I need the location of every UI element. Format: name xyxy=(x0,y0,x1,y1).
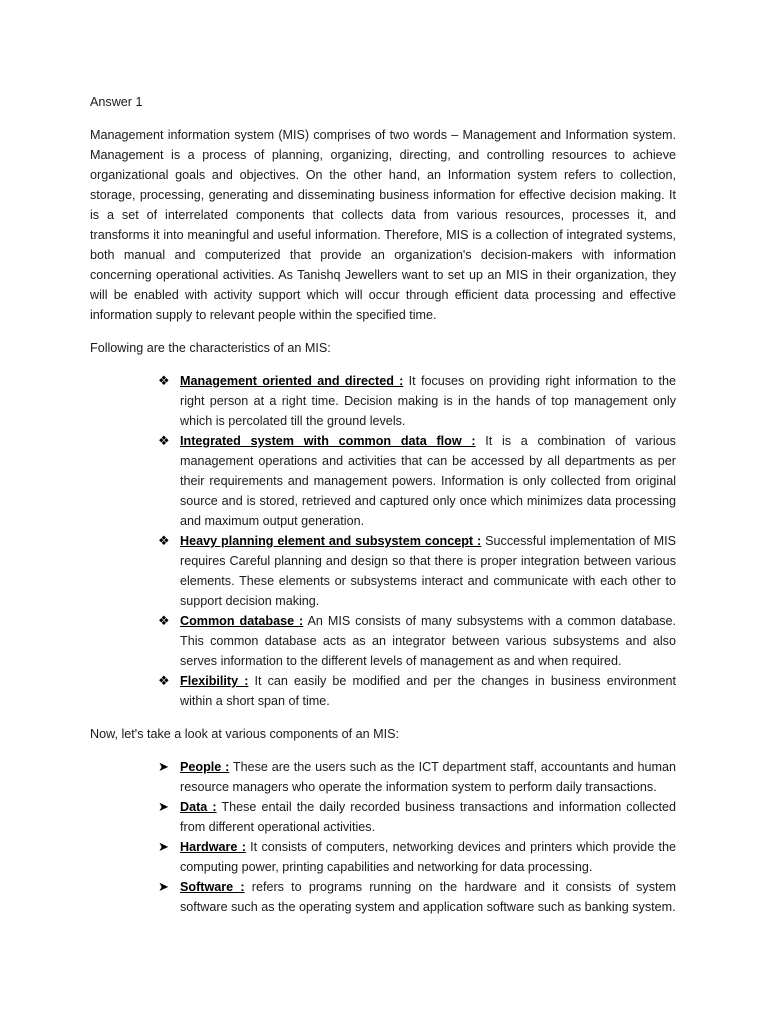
list-item xyxy=(90,431,676,531)
characteristics-lead: Following are the characteristics of an MIS: xyxy=(90,341,331,355)
intro-paragraph: Management information system (MIS) comprises of two words – Management and Information system. Management is a process of planning, organizing, directing, and controlling resources to achieve organizational goals and objectives. On the other hand, an Information system refers to collection, storage, processing, generating and disseminating business information for effective decision making. It is a set of interrelated components that collects data from various resources, processes it, and transforms it into meaningful and useful information. Therefore, MIS is a collection of integrated systems, both manual and computerized that provide an organization's decision-makers with information concerning operational activities. As Tanishq Jewellers want to set up an MIS in their organization, they will be enabled with activity support which will occur through efficient data processing and effective information supply to relevant people within the specified time. xyxy=(90,128,676,322)
arrow-bullet-icon: ➤ xyxy=(158,879,169,894)
components-lead: Now, let's take a look at various components of an MIS: xyxy=(90,727,400,741)
diamond-bullet-icon: ❖ xyxy=(158,673,170,688)
answer-heading: Answer 1 xyxy=(90,95,143,109)
list-item xyxy=(90,671,676,711)
list-item xyxy=(90,611,676,671)
list-item-text: An MIS consists of many subsystems with a common database. This common database acts as an integrator between various subsystems and also serves information to the different levels of management as and when required. xyxy=(180,614,676,668)
list-item xyxy=(90,531,676,611)
diamond-bullet-icon: ❖ xyxy=(158,533,170,548)
list-item-term: Integrated system with common data flow : xyxy=(180,434,476,448)
components-list xyxy=(90,757,676,917)
diamond-bullet-icon: ❖ xyxy=(158,613,170,628)
document-page xyxy=(90,92,676,930)
list-item-term: Management oriented and directed : xyxy=(180,374,404,388)
list-item xyxy=(90,757,676,797)
list-item xyxy=(90,371,676,431)
list-item-term: People : xyxy=(180,760,230,774)
diamond-bullet-icon: ❖ xyxy=(158,433,170,448)
list-item-text: These entail the daily recorded business transactions and information collected from different operational activities. xyxy=(180,800,676,834)
list-item-text: These are the users such as the ICT department staff, accountants and human resource managers who operate the information system to perform daily transactions. xyxy=(180,760,676,794)
list-item-text: It can easily be modified and per the changes in business environment within a short span of time. xyxy=(180,674,677,708)
list-item-text: It is a combination of various management operations and activities that can be accessed by all departments as per their requirements and management powers. Information is only collected from original source and is stored, retrieved and captured only once which minimizes data processing and maximum output generation. xyxy=(180,434,676,528)
arrow-bullet-icon: ➤ xyxy=(158,799,169,814)
characteristics-list xyxy=(90,371,676,711)
list-item-text: It consists of computers, networking devices and printers which provide the computing power, printing capabilities and networking for data processing. xyxy=(180,840,676,874)
list-item-term: Software : xyxy=(180,880,245,894)
list-item-text: Successful implementation of MIS requires Careful planning and design so that there is proper integration between various elements. These elements or subsystems interact and communicate with each other to support decision making. xyxy=(180,534,676,608)
list-item xyxy=(90,877,676,917)
list-item xyxy=(90,797,676,837)
list-item-term: Heavy planning element and subsystem concept : xyxy=(180,534,482,548)
list-item-term: Hardware : xyxy=(180,840,246,854)
list-item-term: Flexibility : xyxy=(180,674,249,688)
list-item-term: Data : xyxy=(180,800,217,814)
arrow-bullet-icon: ➤ xyxy=(158,759,169,774)
diamond-bullet-icon: ❖ xyxy=(158,373,170,388)
arrow-bullet-icon: ➤ xyxy=(158,839,169,854)
list-item-term: Common database : xyxy=(180,614,304,628)
list-item-text: It focuses on providing right information to the right person at a right time. Decision making is in the hands of top management only which is percolated till the ground levels. xyxy=(180,374,676,428)
list-item-text: refers to programs running on the hardware and it consists of system software such as the operating system and application software such as banking system. xyxy=(180,880,676,914)
list-item xyxy=(90,837,676,877)
